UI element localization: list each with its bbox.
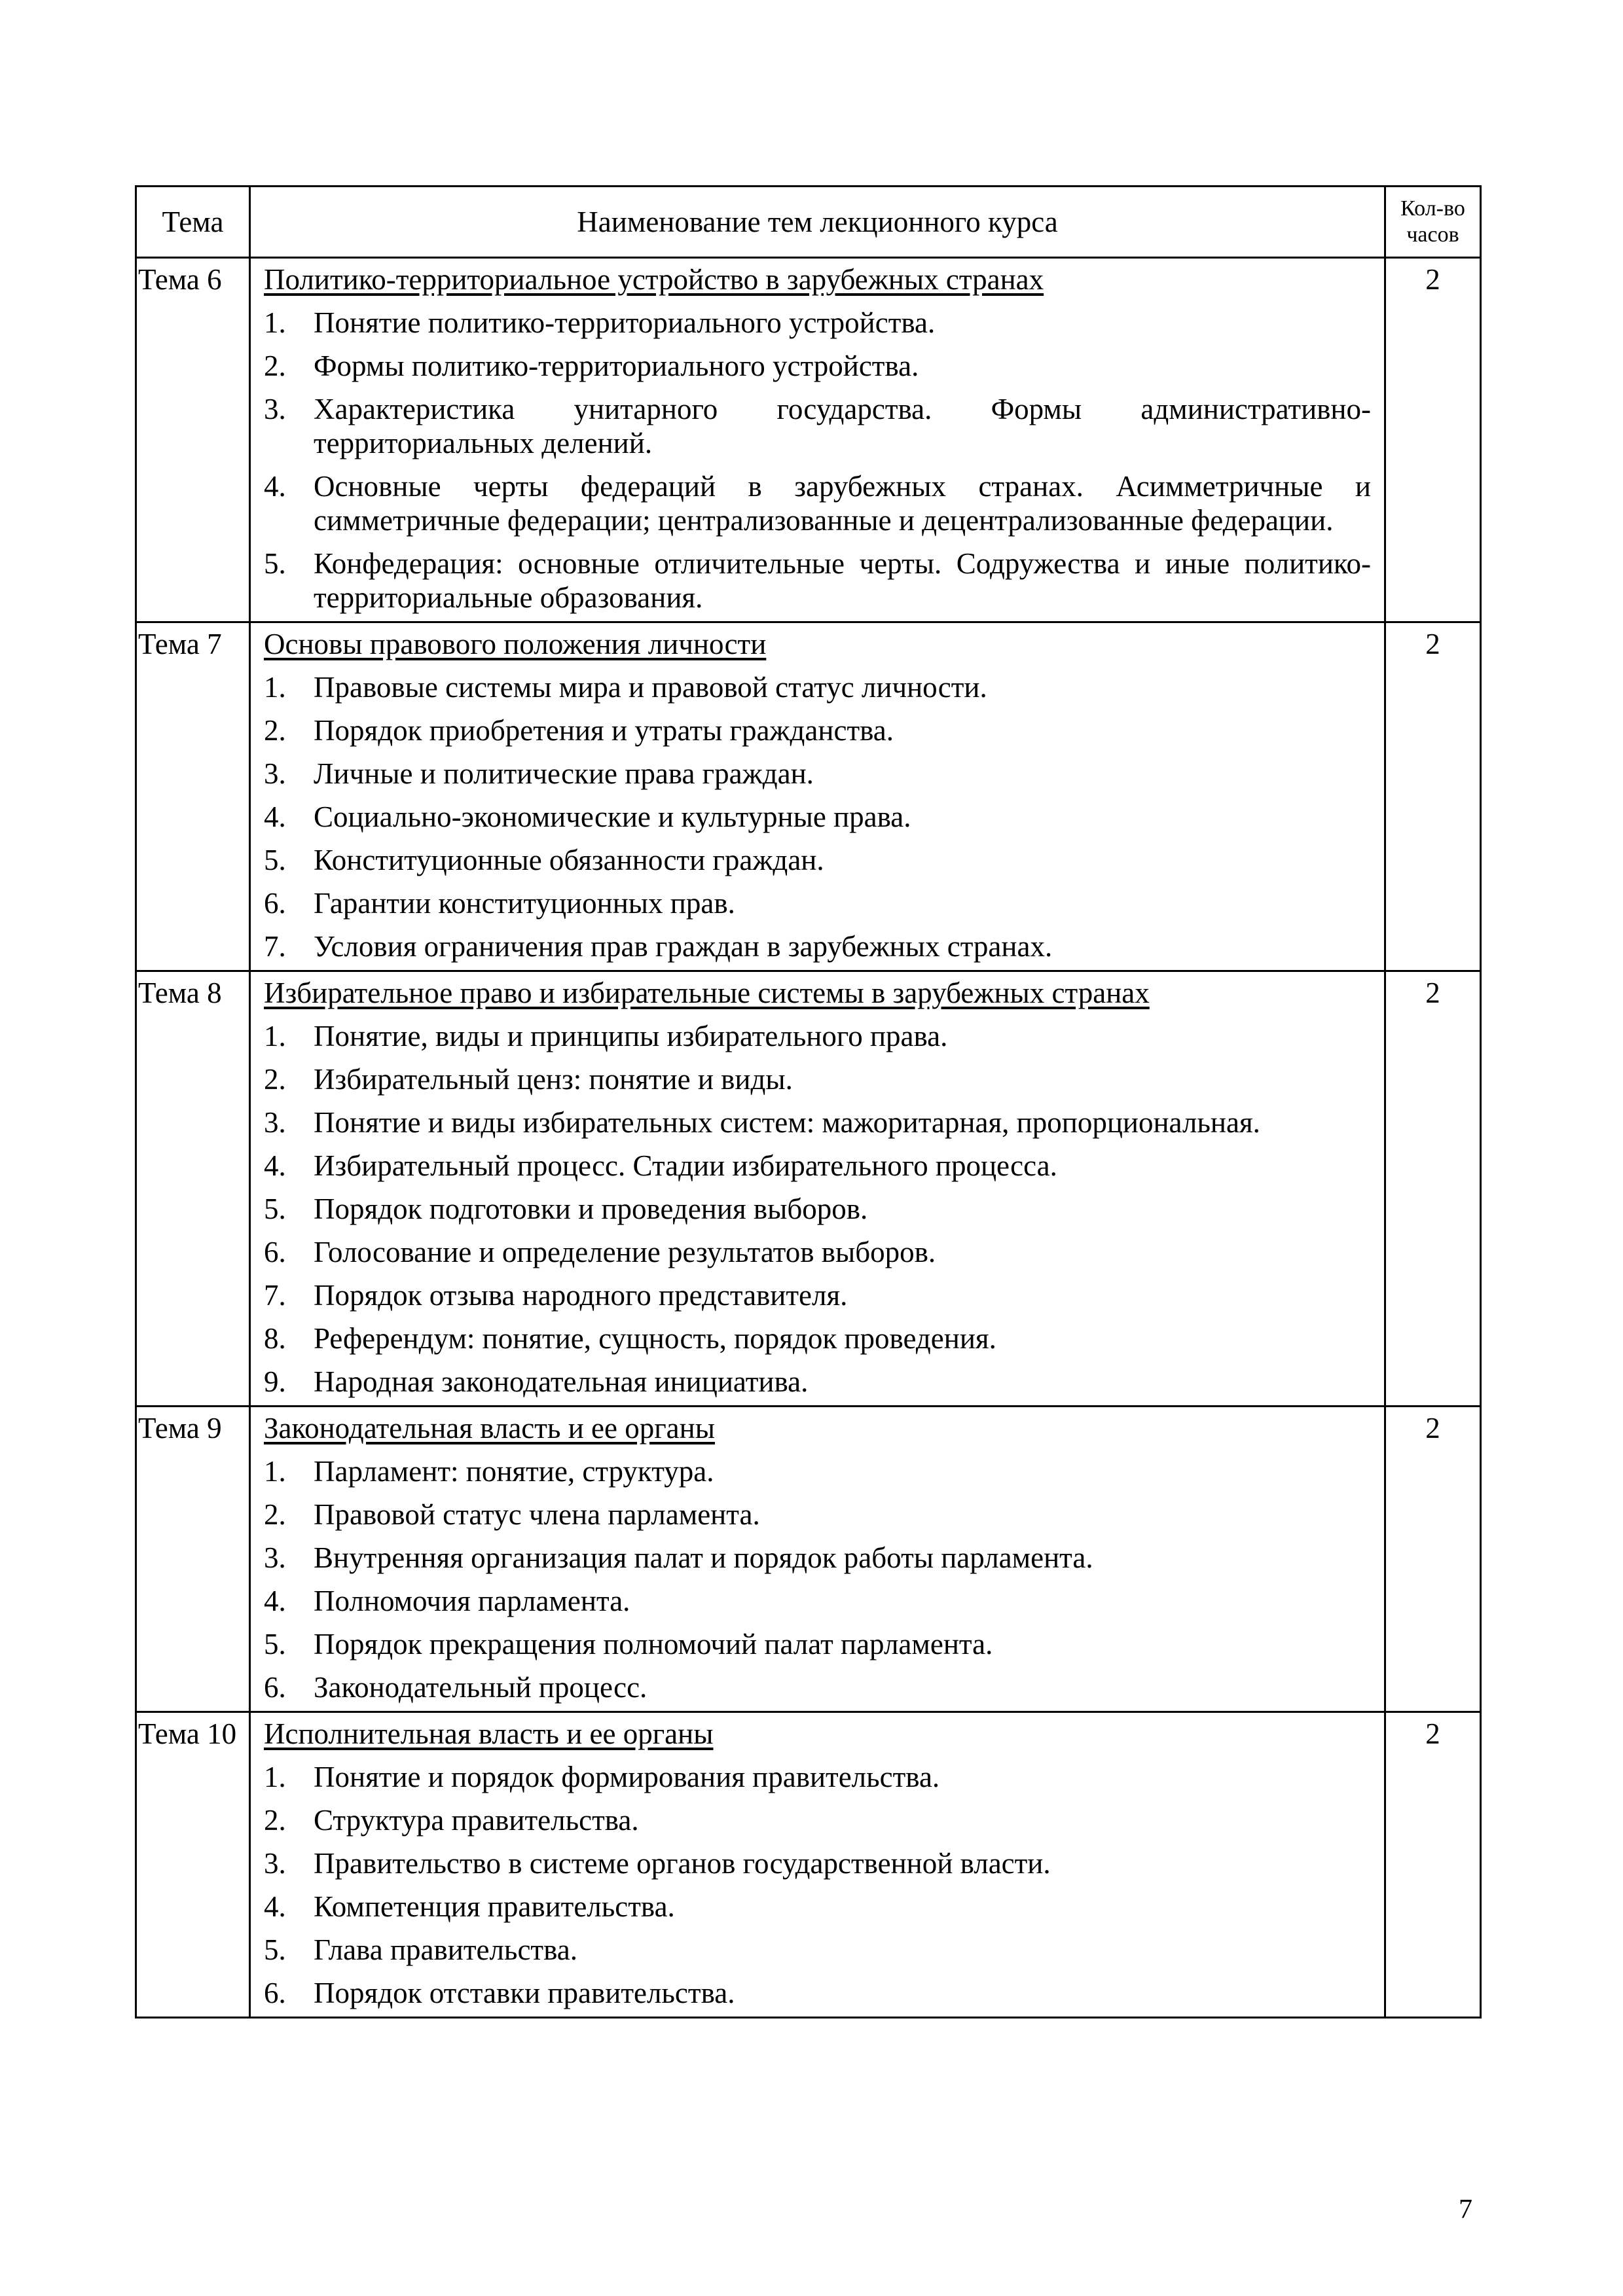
hours-cell: 2 [1385, 258, 1481, 622]
list-item-number: 5. [264, 1933, 286, 1966]
header-tema: Тема [136, 187, 250, 258]
topic-items-list [264, 1019, 1371, 1399]
list-item-text: Понятие, виды и принципы избирательного права. [314, 1020, 948, 1052]
list-item-text: Порядок приобретения и утраты гражданства. [314, 714, 894, 747]
list-item-number: 6. [264, 887, 286, 920]
list-item [264, 1846, 1371, 1880]
list-item [264, 1454, 1371, 1488]
list-item-text: Правительство в системе органов государственной власти. [314, 1847, 1051, 1880]
tema-cell: Тема 8 [136, 971, 250, 1407]
list-item [264, 1760, 1371, 1794]
list-item-number: 2. [264, 1804, 286, 1837]
list-item [264, 800, 1371, 834]
tema-cell: Тема 9 [136, 1407, 250, 1712]
list-item-number: 3. [264, 757, 286, 790]
table-row [136, 971, 1481, 1407]
list-item [264, 1541, 1371, 1575]
list-item [264, 1976, 1371, 2010]
hours-cell: 2 [1385, 1407, 1481, 1712]
list-item-text: Порядок отставки правительства. [314, 1977, 735, 2009]
list-item-number: 3. [264, 1541, 286, 1574]
tema-cell: Тема 10 [136, 1712, 250, 2018]
list-item [264, 1803, 1371, 1837]
list-item-text: Порядок подготовки и проведения выборов. [314, 1193, 868, 1225]
list-item [264, 670, 1371, 704]
list-item [264, 1584, 1371, 1618]
topic-cell [250, 622, 1385, 971]
hours-cell: 2 [1385, 622, 1481, 971]
list-item-text: Парламент: понятие, структура. [314, 1455, 714, 1488]
list-item-number: 2. [264, 714, 286, 747]
list-item [264, 547, 1371, 615]
list-item [264, 1670, 1371, 1704]
list-item [264, 1105, 1371, 1139]
topic-cell [250, 1712, 1385, 2018]
list-item-number: 2. [264, 350, 286, 382]
header-hours [1385, 187, 1481, 258]
list-item-text: Формы политико-территориального устройства. [314, 350, 919, 382]
list-item [264, 1192, 1371, 1226]
list-item-number: 4. [264, 1585, 286, 1617]
list-item [264, 1365, 1371, 1399]
list-item [264, 843, 1371, 877]
list-item [264, 1278, 1371, 1312]
list-item-text: Социально-экономические и культурные права. [314, 800, 911, 833]
page-number: 7 [1459, 2195, 1472, 2225]
header-hours-line2: часов [1406, 223, 1459, 247]
table-header-row [136, 187, 1481, 258]
list-item-text: Конфедерация: основные отличительные черты. Содружества и иные политико-территориальные образования. [314, 547, 1371, 614]
table-row [136, 1407, 1481, 1712]
list-item-number: 3. [264, 393, 286, 425]
list-item-text: Правовой статус члена парламента. [314, 1498, 760, 1531]
hours-cell: 2 [1385, 1712, 1481, 2018]
tema-cell: Тема 7 [136, 622, 250, 971]
list-item-number: 1. [264, 1455, 286, 1488]
list-item-text: Голосование и определение результатов выборов. [314, 1236, 936, 1268]
list-item-text: Порядок прекращения полномочий палат парламента. [314, 1628, 993, 1660]
list-item-number: 9. [264, 1365, 286, 1398]
list-item-text: Порядок отзыва народного представителя. [314, 1279, 848, 1312]
list-item-number: 6. [264, 1671, 286, 1704]
list-item-text: Характеристика унитарного государства. Формы административно-территориальных делений. [314, 393, 1371, 459]
list-item [264, 886, 1371, 920]
list-item-text: Компетенция правительства. [314, 1890, 675, 1923]
list-item-text: Внутренняя организация палат и порядок работы парламента. [314, 1541, 1093, 1574]
list-item-text: Понятие и порядок формирования правительства. [314, 1761, 940, 1793]
list-item-number: 7. [264, 930, 286, 963]
topic-cell [250, 258, 1385, 622]
list-item-text: Гарантии конституционных прав. [314, 887, 735, 920]
header-hours-line1: Кол-во [1400, 196, 1465, 221]
topic-title: Исполнительная власть и ее органы [264, 1717, 714, 1750]
list-item [264, 929, 1371, 963]
list-item-number: 4. [264, 1890, 286, 1923]
list-item [264, 1019, 1371, 1053]
list-item-text: Полномочия парламента. [314, 1585, 630, 1617]
list-item-text: Референдум: понятие, сущность, порядок проведения. [314, 1322, 996, 1355]
topic-title: Политико-территориальное устройство в зарубежных странах [264, 263, 1044, 296]
list-item-number: 1. [264, 306, 286, 339]
list-item-text: Личные и политические права граждан. [314, 757, 814, 790]
list-item-number: 3. [264, 1847, 286, 1880]
table-row [136, 1712, 1481, 2018]
list-item-text: Избирательный ценз: понятие и виды. [314, 1063, 793, 1096]
list-item-text: Конституционные обязанности граждан. [314, 844, 824, 876]
tema-cell: Тема 6 [136, 258, 250, 622]
list-item-text: Структура правительства. [314, 1804, 639, 1837]
list-item-number: 2. [264, 1498, 286, 1531]
list-item-number: 5. [264, 547, 286, 580]
lecture-topics-table [135, 185, 1482, 2018]
topic-title: Избирательное право и избирательные системы в зарубежных странах [264, 977, 1150, 1009]
list-item [264, 1321, 1371, 1355]
table-row [136, 258, 1481, 622]
list-item-text: Законодательный процесс. [314, 1671, 647, 1704]
list-item [264, 1890, 1371, 1924]
topic-title: Законодательная власть и ее органы [264, 1412, 715, 1444]
list-item [264, 349, 1371, 383]
list-item [264, 469, 1371, 537]
topic-items-list [264, 306, 1371, 615]
list-item [264, 1498, 1371, 1532]
topic-items-list [264, 670, 1371, 963]
list-item-number: 5. [264, 1628, 286, 1660]
list-item-number: 8. [264, 1322, 286, 1355]
topic-cell [250, 1407, 1385, 1712]
list-item-text: Избирательный процесс. Стадии избирательного процесса. [314, 1149, 1057, 1182]
topic-items-list [264, 1760, 1371, 2010]
list-item-number: 4. [264, 800, 286, 833]
list-item-number: 4. [264, 1149, 286, 1182]
list-item-number: 1. [264, 1761, 286, 1793]
header-topic-name: Наименование тем лекционного курса [250, 187, 1385, 258]
list-item-text: Понятие и виды избирательных систем: мажоритарная, пропорциональная. [314, 1106, 1260, 1139]
list-item-number: 6. [264, 1977, 286, 2009]
list-item-text: Понятие политико-территориального устройства. [314, 306, 936, 339]
list-item-number: 2. [264, 1063, 286, 1096]
hours-cell: 2 [1385, 971, 1481, 1407]
topic-cell [250, 971, 1385, 1407]
list-item [264, 1062, 1371, 1096]
list-item-number: 1. [264, 1020, 286, 1052]
list-item-text: Правовые системы мира и правовой статус личности. [314, 671, 987, 704]
list-item-text: Народная законодательная инициатива. [314, 1365, 809, 1398]
list-item-number: 1. [264, 671, 286, 704]
list-item-number: 3. [264, 1106, 286, 1139]
table-body [136, 258, 1481, 2018]
list-item-number: 7. [264, 1279, 286, 1312]
list-item [264, 306, 1371, 340]
list-item-number: 5. [264, 1193, 286, 1225]
list-item-number: 6. [264, 1236, 286, 1268]
list-item [264, 1933, 1371, 1967]
list-item [264, 1627, 1371, 1661]
list-item-text: Основные черты федераций в зарубежных странах. Асимметричные и симметричные федерации; централизованные и децентрализованные федерации. [314, 470, 1371, 537]
list-item [264, 713, 1371, 747]
list-item [264, 757, 1371, 791]
list-item [264, 392, 1371, 460]
list-item-text: Условия ограничения прав граждан в зарубежных странах. [314, 930, 1053, 963]
list-item-number: 5. [264, 844, 286, 876]
table-row [136, 622, 1481, 971]
topic-title: Основы правового положения личности [264, 628, 767, 660]
topic-items-list [264, 1454, 1371, 1704]
list-item [264, 1235, 1371, 1269]
list-item [264, 1149, 1371, 1183]
list-item-number: 4. [264, 470, 286, 503]
list-item-text: Глава правительства. [314, 1933, 577, 1966]
